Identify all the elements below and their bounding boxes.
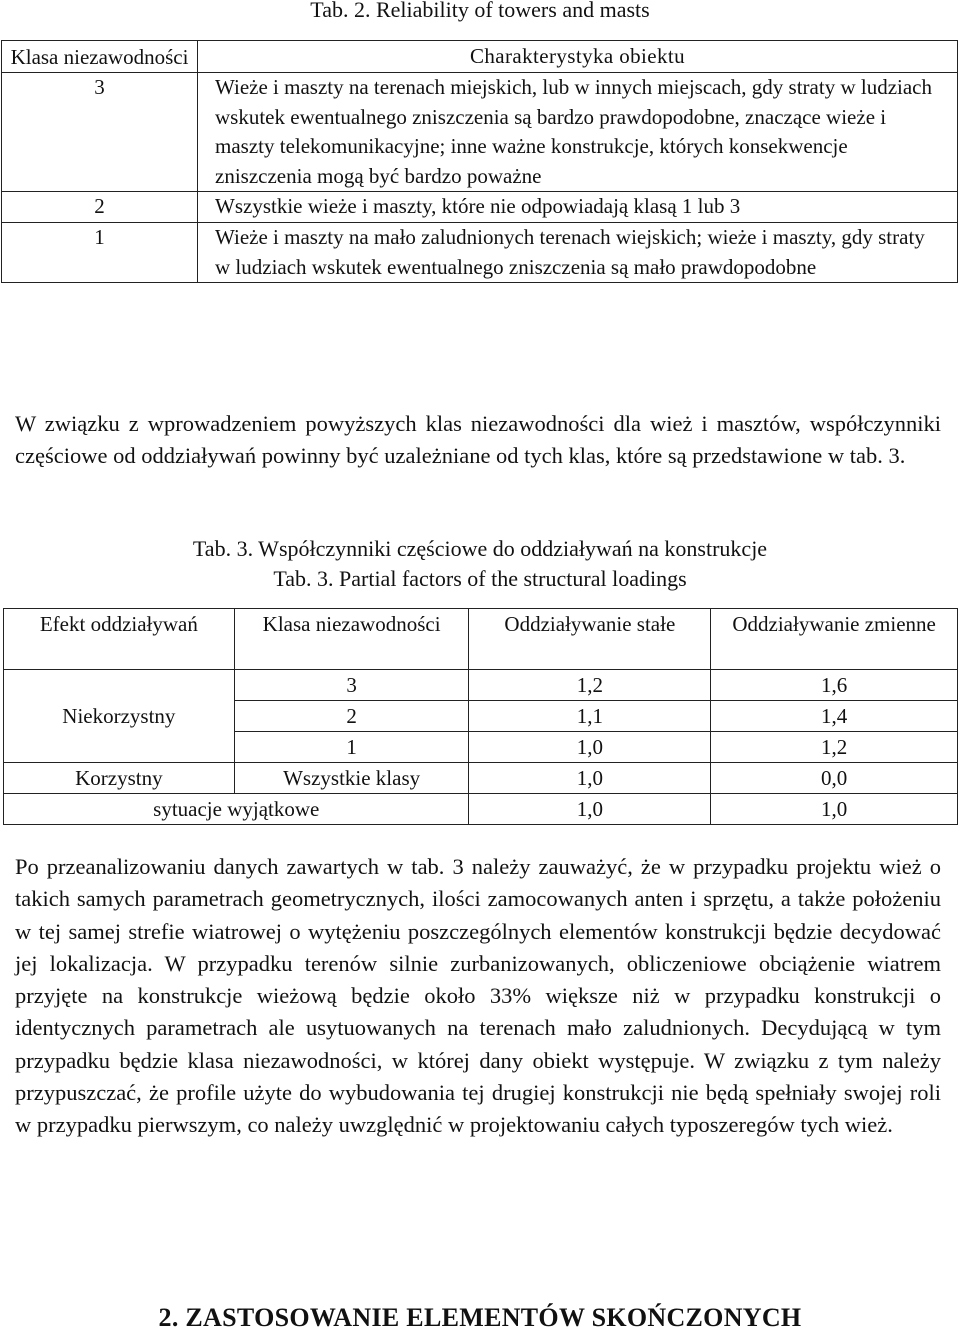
section-heading: 2. ZASTOSOWANIE ELEMENTÓW SKOŃCZONYCH [158, 1303, 802, 1332]
header-zmienne: Oddziaływanie zmienne [711, 609, 958, 670]
zmienne-cell: 1,2 [711, 732, 958, 763]
klasa-cell: 1 [2, 222, 198, 282]
klasa-cell: 2 [234, 701, 469, 732]
klasa-cell: 1 [234, 732, 469, 763]
tab3-caption-pl: Tab. 3. Współczynniki częściowe do oddziaływań na konstrukcje [192, 536, 768, 561]
tab2-caption: Tab. 2. Reliability of towers and masts [310, 0, 650, 22]
description-cell: Wieże i maszty na terenach miejskich, lub w innych miejscach, gdy straty w ludziach wskutek ewentualnego zniszczenia są bardzo prawdopodobne, znaczące wieże i maszty telekomunikacyjne; inne ważne konstrukcje, których konsekwencje zniszczenia mogą być bardzo poważne [198, 73, 958, 192]
tab3-caption-en: Tab. 3. Partial factors of the structural loadings [273, 566, 687, 591]
table-row [2, 222, 958, 282]
paragraph-1: W związku z wprowadzeniem powyższych klas niezawodności dla wież i masztów, współczynniki częściowe od oddziaływań powinny być uzależniane od tych klas, które są przedstawione w tab. 3. [15, 411, 941, 469]
table-row [4, 763, 958, 794]
klasa-cell: 2 [2, 192, 198, 223]
zmienne-cell: 1,0 [711, 794, 958, 825]
wyjatkowe-label: sytuacje wyjątkowe [4, 794, 469, 825]
zmienne-cell: 1,6 [711, 670, 958, 701]
header-charakterystyka: Charakterystyka obiektu [198, 41, 958, 73]
stale-cell: 1,0 [469, 794, 711, 825]
table-header-row [2, 41, 958, 73]
klasa-cell: Wszystkie klasy [234, 763, 469, 794]
reliability-table [1, 40, 958, 283]
table-row [2, 73, 958, 192]
partial-factors-table [3, 608, 958, 825]
table-row [2, 192, 958, 223]
klasa-cell: 3 [2, 73, 198, 192]
table-row [4, 670, 958, 701]
klasa-cell: 3 [234, 670, 469, 701]
header-stale: Oddziaływanie stałe [469, 609, 711, 670]
description-cell: Wszystkie wieże i maszty, które nie odpowiadają klasą 1 lub 3 [198, 192, 958, 223]
stale-cell: 1,1 [469, 701, 711, 732]
paragraph-2: Po przeanalizowaniu danych zawartych w tab. 3 należy zauważyć, że w przypadku projektu wież o takich samych parametrach geometrycznych, ilości zamocowanych anten i sprzętu, a także położeniu w tej samej strefie wiatrowej o wytężeniu poszczególnych elementów konstrukcji będzie decydować jej lokalizacja. W przypadku terenów silnie zurbanizowanych, obliczeniowe obciążenie wiatrem przyjęte na konstrukcje wieżową będzie około 33% większe niż w przypadku konstrukcji o identycznych parametrach ale usytuowanych na terenach mało zaludnionych. Decydującą w tym przypadku będzie klasa niezawodności, w której dany obiekt występuje. W związku z tym należy przypuszczać, że profile użyte do wybudowania tej drugiej konstrukcji nie będą spełniały swojej roli w przypadku pierwszym, co należy uwzględnić w projektowaniu całych typoszeregów tych wież. [15, 854, 941, 1138]
description-cell: Wieże i maszty na mało zaludnionych terenach wiejskich; wieże i maszty, gdy straty w ludziach wskutek ewentualnego zniszczenia są mało prawdopodobne [198, 222, 958, 282]
niekorzystny-label: Niekorzystny [4, 670, 235, 763]
header-efekt: Efekt oddziaływań [4, 609, 235, 670]
korzystny-label: Korzystny [4, 763, 235, 794]
table-header-row [4, 609, 958, 670]
zmienne-cell: 0,0 [711, 763, 958, 794]
stale-cell: 1,2 [469, 670, 711, 701]
header-klasa: Klasa niezawodności [2, 41, 198, 73]
zmienne-cell: 1,4 [711, 701, 958, 732]
stale-cell: 1,0 [469, 732, 711, 763]
header-klasa: Klasa niezawodności [234, 609, 469, 670]
table-row [4, 794, 958, 825]
stale-cell: 1,0 [469, 763, 711, 794]
